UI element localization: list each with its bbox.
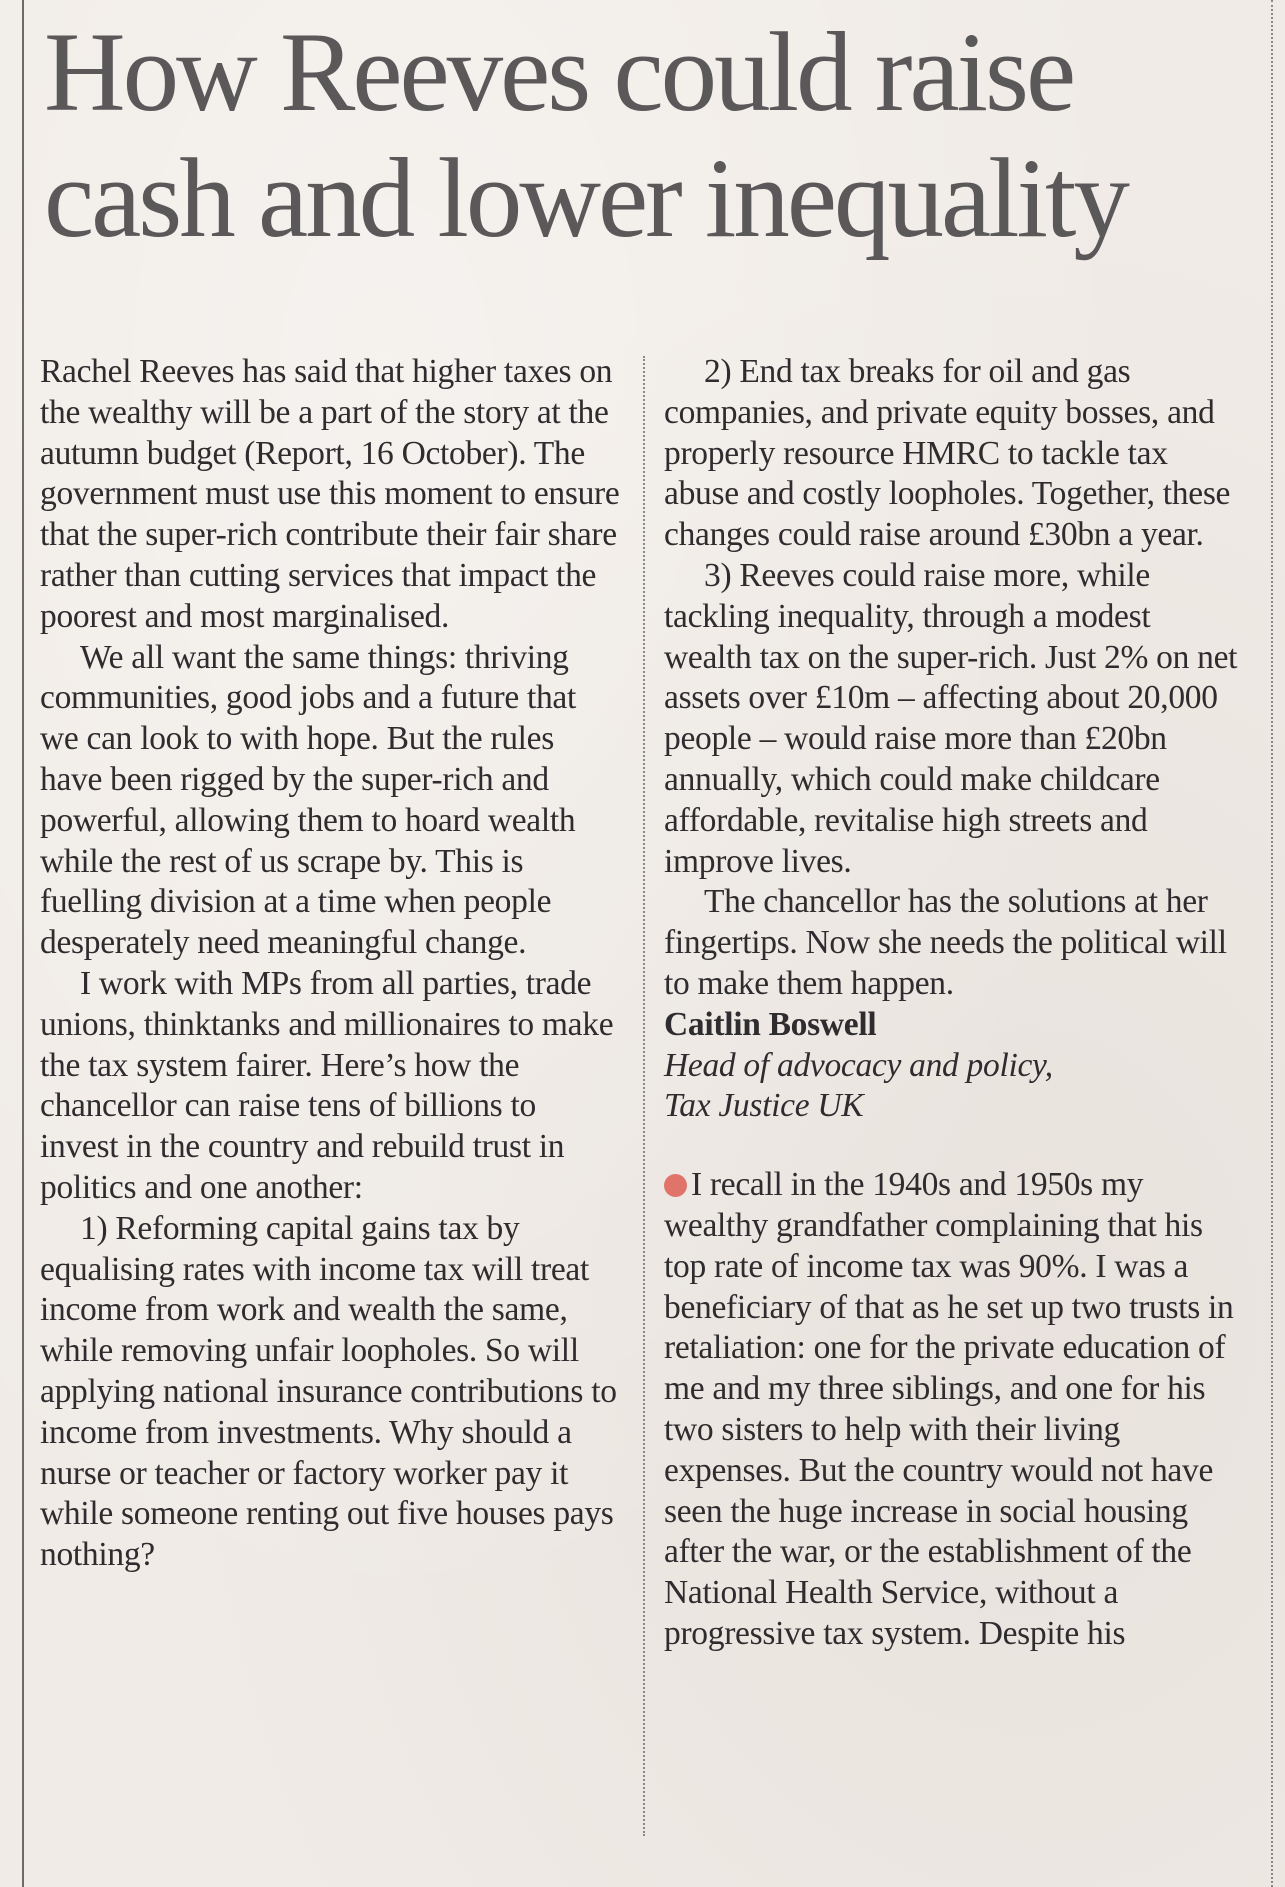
letter1-paragraph-4: 1) Reforming capital gains tax by equalising rates with income tax will treat income from work and wealth the same, while removing unfair loopholes. So will applying national insurance contributions to income from investments. Why should a nurse or teacher or factory worker pay it while someone renting out five houses pays nothing? bbox=[40, 1209, 617, 1574]
letter1-paragraph-3: I work with MPs from all parties, trade unions, thinktanks and millionaires to make the tax system fairer. Here’s how the chancellor can raise tens of billions to invest in the country and rebuild trust in politics and one another: bbox=[40, 964, 614, 1206]
letter1-paragraph-5: 2) End tax breaks for oil and gas companies, and private equity bosses, and properly resource HMRC to tackle tax abuse and costly loopholes. Together, these changes could raise around £30bn a year. bbox=[664, 353, 1231, 554]
right-column bbox=[664, 352, 1244, 1655]
letter1-paragraph-1: Rachel Reeves has said that higher taxes on the wealthy will be a part of the story at the autumn budget (Report, 16 October). The government must use this moment to ensure that the super-rich contribute their fair share rather than cutting services that impact the poorest and most marginalised. bbox=[40, 353, 620, 635]
letter1-paragraph-7: The chancellor has the solutions at her fingertips. Now she needs the political will to make them happen. bbox=[664, 883, 1227, 1002]
left-column bbox=[40, 352, 620, 1576]
right-dotted-rule bbox=[1271, 0, 1273, 1887]
letters-columns bbox=[40, 352, 1248, 1852]
column-dotted-divider bbox=[643, 356, 645, 1836]
letter1-paragraph-2: We all want the same things: thriving communities, good jobs and a future that we can look to with hope. But the rules have been rigged by the super-rich and powerful, allowing them to hoard wealth while the rest of us scrape by. This is fuelling division at a time when people desperately need meaningful change. bbox=[40, 638, 576, 962]
left-column-rule bbox=[22, 0, 24, 1887]
letter-spacer bbox=[664, 1127, 1244, 1165]
letter2-paragraph bbox=[664, 1165, 1244, 1655]
letter2-text: I recall in the 1940s and 1950s my wealthy grandfather complaining that his top rate of income tax was 90%. I was a beneficiary of that as he set up two trusts in retaliation: one for the private education of me and my three siblings, and one for his two sisters to help with their living expenses. But the country would not have seen the huge increase in social housing after the war, or the establishment of the National Health Service, without a progressive tax system. Despite his bbox=[664, 1166, 1234, 1652]
letter1-author-organisation: Tax Justice UK bbox=[664, 1087, 864, 1125]
letter1-author-role: Head of advocacy and policy, bbox=[664, 1046, 1053, 1084]
headline: How Reeves could raise cash and lower inequality bbox=[44, 10, 1127, 261]
letter1-author: Caitlin Boswell bbox=[664, 1005, 877, 1043]
letter1-paragraph-6: 3) Reeves could raise more, while tackling inequality, through a modest wealth tax on the super-rich. Just 2% on net assets over £10m – affecting about 20,000 people – would raise more than £20bn annually, which could make childcare affordable, revitalise high streets and improve lives. bbox=[664, 556, 1238, 880]
letter-bullet-icon bbox=[664, 1174, 687, 1197]
